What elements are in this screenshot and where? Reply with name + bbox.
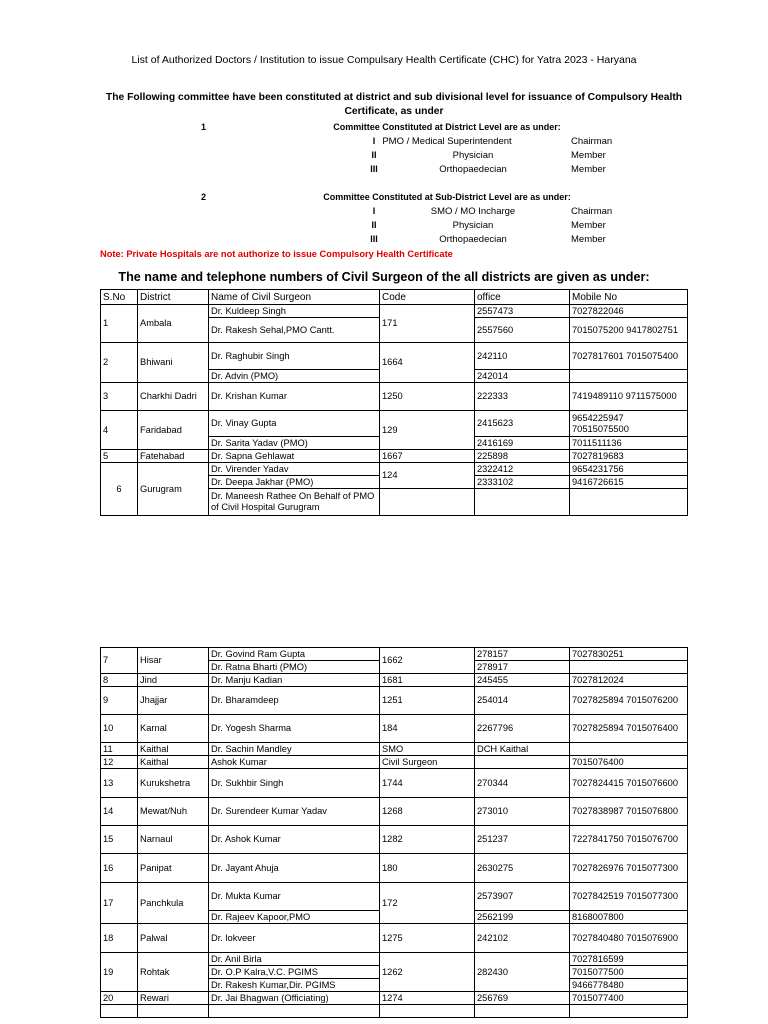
committee-heading: Committee Constituted at District Level are as under:	[333, 122, 561, 132]
code-cell: 124	[380, 463, 475, 489]
sno-cell: 19	[101, 953, 138, 992]
mobile-cell: 9654231756	[570, 463, 688, 476]
office-cell: 242102	[475, 924, 570, 953]
sno-cell: 11	[101, 743, 138, 756]
table-row	[101, 343, 688, 370]
district-cell: Panchkula	[138, 883, 209, 924]
mobile-cell: 7027840480 7015076900	[570, 924, 688, 953]
office-cell	[475, 756, 570, 769]
committee-member-roman: III	[370, 234, 378, 244]
table-row	[101, 798, 688, 826]
office-cell: 242110	[475, 343, 570, 370]
table-row	[101, 411, 688, 437]
sno-cell: 9	[101, 687, 138, 715]
code-cell: 184	[380, 715, 475, 743]
office-cell	[475, 489, 570, 516]
district-cell: Kaithal	[138, 743, 209, 756]
name-cell: Dr. Kuldeep Singh	[209, 305, 380, 318]
mobile-cell	[570, 1005, 688, 1018]
office-cell: 2562199	[475, 911, 570, 924]
mobile-cell	[570, 661, 688, 674]
name-cell: Dr. Rajeev Kapoor,PMO	[209, 911, 380, 924]
code-cell: 1250	[380, 383, 475, 411]
mobile-cell	[570, 370, 688, 383]
committee-member-roman: I	[372, 136, 376, 146]
committee-heading: Committee Constituted at Sub-District Level are as under:	[323, 192, 571, 202]
sno-cell: 17	[101, 883, 138, 924]
code-cell: 1744	[380, 769, 475, 798]
name-cell: Dr. Raghubir Singh	[209, 343, 380, 370]
mobile-cell: 7027830251	[570, 648, 688, 661]
committee-member-roman: II	[371, 150, 377, 160]
committee-member-role: Chairman	[571, 136, 613, 147]
table-row	[101, 674, 688, 687]
table-row	[101, 992, 688, 1005]
code-cell: 1667	[380, 450, 475, 463]
name-cell: Dr. O.P Kalra,V.C. PGIMS	[209, 966, 380, 979]
note-text: Note: Private Hospitals are not authorize to issue Compulsory Health Certificate	[100, 249, 453, 259]
intro-text: The Following committee have been constituted at district and sub divisional level for issuance of Compulsory Health Certificate, as under	[105, 92, 683, 117]
district-cell: Panipat	[138, 854, 209, 883]
column-header: Mobile No	[570, 290, 688, 305]
mobile-cell: 7027822046	[570, 305, 688, 318]
code-cell: 1282	[380, 826, 475, 854]
code-cell: SMO	[380, 743, 475, 756]
sno-cell: 15	[101, 826, 138, 854]
sno-cell: 8	[101, 674, 138, 687]
district-cell: Mewat/Nuh	[138, 798, 209, 826]
code-cell: 129	[380, 411, 475, 450]
mobile-cell: 7015077400	[570, 992, 688, 1005]
column-header: office	[475, 290, 570, 305]
district-cell: Jind	[138, 674, 209, 687]
code-cell: 1262	[380, 953, 475, 992]
office-cell	[475, 1005, 570, 1018]
district-cell: Karnal	[138, 715, 209, 743]
mobile-cell: 7015075200 9417802751	[570, 318, 688, 343]
district-cell: Rewari	[138, 992, 209, 1005]
mobile-cell: 7419489110 9711575000	[570, 383, 688, 411]
office-cell: 2322412	[475, 463, 570, 476]
district-cell: Palwal	[138, 924, 209, 953]
office-cell: 273010	[475, 798, 570, 826]
mobile-cell: 7027817601 7015075400	[570, 343, 688, 370]
table-row	[101, 648, 688, 661]
office-cell: 242014	[475, 370, 570, 383]
civil-surgeon-table-continued	[100, 647, 688, 1018]
committee-member-designation: PMO / Medical Superintendent	[382, 136, 512, 147]
committee-member-roman: II	[371, 220, 377, 230]
name-cell: Dr. Virender Yadav	[209, 463, 380, 476]
name-cell: Ashok Kumar	[209, 756, 380, 769]
office-cell: 245455	[475, 674, 570, 687]
name-cell: Dr. Deepa Jakhar (PMO)	[209, 476, 380, 489]
district-cell: Bhiwani	[138, 343, 209, 383]
district-cell: Gurugram	[138, 463, 209, 516]
code-cell: 1275	[380, 924, 475, 953]
name-cell: Dr. Maneesh Rathee On Behalf of PMO of Civil Hospital Gurugram	[209, 489, 380, 516]
table-row	[101, 450, 688, 463]
name-cell: Dr. Yogesh Sharma	[209, 715, 380, 743]
name-cell: Dr. Manju Kadian	[209, 674, 380, 687]
office-cell: 2557473	[475, 305, 570, 318]
table-row	[101, 743, 688, 756]
sno-cell	[101, 1005, 138, 1018]
district-cell: Hisar	[138, 648, 209, 674]
column-header: Code	[380, 290, 475, 305]
sno-cell: 1	[101, 305, 138, 343]
table-row	[101, 924, 688, 953]
table-row	[101, 769, 688, 798]
sno-cell: 4	[101, 411, 138, 450]
committee-number: 2	[201, 192, 207, 202]
office-cell: 2333102	[475, 476, 570, 489]
name-cell: Dr. lokveer	[209, 924, 380, 953]
mobile-cell: 7027826976 7015077300	[570, 854, 688, 883]
name-cell: Dr. Sarita Yadav (PMO)	[209, 437, 380, 450]
committee-member-roman: I	[372, 206, 376, 216]
table-row	[101, 463, 688, 476]
name-cell: Dr. Sapna Gehlawat	[209, 450, 380, 463]
office-cell: 278157	[475, 648, 570, 661]
code-cell: 1268	[380, 798, 475, 826]
civil-surgeon-table	[100, 289, 688, 516]
code-cell: 172	[380, 883, 475, 924]
office-cell: 2557560	[475, 318, 570, 343]
mobile-cell: 7015076400	[570, 756, 688, 769]
code-cell: 1662	[380, 648, 475, 674]
committee-member-role: Chairman	[571, 206, 613, 217]
mobile-cell: 7227841750 7015076700	[570, 826, 688, 854]
name-cell: Dr. Bharamdeep	[209, 687, 380, 715]
district-cell: Kurukshetra	[138, 769, 209, 798]
column-header: District	[138, 290, 209, 305]
table-row	[101, 883, 688, 911]
district-cell: Jhajjar	[138, 687, 209, 715]
table-row	[101, 687, 688, 715]
mobile-cell	[570, 489, 688, 516]
office-cell: 256769	[475, 992, 570, 1005]
district-cell: Rohtak	[138, 953, 209, 992]
office-cell: 2416169	[475, 437, 570, 450]
committee-member-roman: III	[370, 164, 378, 174]
office-cell: 278917	[475, 661, 570, 674]
committee-member-designation: Orthopaedecian	[439, 234, 507, 245]
table-header-row	[101, 290, 688, 305]
table-row	[101, 1005, 688, 1018]
code-cell	[380, 489, 475, 516]
code-cell	[380, 1005, 475, 1018]
code-cell: Civil Surgeon	[380, 756, 475, 769]
sno-cell: 13	[101, 769, 138, 798]
section-heading: The name and telephone numbers of Civil Surgeon of the all districts are given as under:	[118, 270, 650, 284]
mobile-cell: 7011511136	[570, 437, 688, 450]
mobile-cell: 7015077500	[570, 966, 688, 979]
office-cell: 282430	[475, 953, 570, 992]
table-row	[101, 854, 688, 883]
committee-number: 1	[201, 122, 207, 132]
sno-cell: 5	[101, 450, 138, 463]
name-cell: Dr. Jayant Ahuja	[209, 854, 380, 883]
sno-cell: 7	[101, 648, 138, 674]
mobile-cell: 7027825894 7015076200	[570, 687, 688, 715]
sno-cell: 18	[101, 924, 138, 953]
district-cell: Fatehabad	[138, 450, 209, 463]
district-cell: Charkhi Dadri	[138, 383, 209, 411]
committee-member-designation: Orthopaedecian	[439, 164, 507, 175]
code-cell: 180	[380, 854, 475, 883]
name-cell	[209, 1005, 380, 1018]
committee-member-designation: SMO / MO Incharge	[430, 206, 516, 217]
committee-member-role: Member	[571, 234, 606, 245]
office-cell: 251237	[475, 826, 570, 854]
office-cell: 2630275	[475, 854, 570, 883]
district-cell: Faridabad	[138, 411, 209, 450]
office-cell: 222333	[475, 383, 570, 411]
office-cell: 2573907	[475, 883, 570, 911]
code-cell: 1251	[380, 687, 475, 715]
mobile-cell: 8168007800	[570, 911, 688, 924]
name-cell: Dr. Vinay Gupta	[209, 411, 380, 437]
name-cell: Dr. Mukta Kumar	[209, 883, 380, 911]
office-cell: 2415623	[475, 411, 570, 437]
mobile-cell: 7027842519 7015077300	[570, 883, 688, 911]
column-header: S.No	[101, 290, 138, 305]
code-cell: 1664	[380, 343, 475, 383]
name-cell: Dr. Advin (PMO)	[209, 370, 380, 383]
mobile-cell: 7027824415 7015076600	[570, 769, 688, 798]
committee-member-role: Member	[571, 150, 606, 161]
name-cell: Dr. Govind Ram Gupta	[209, 648, 380, 661]
code-cell: 1681	[380, 674, 475, 687]
name-cell: Dr. Rakesh Kumar,Dir. PGIMS	[209, 979, 380, 992]
district-cell: Ambala	[138, 305, 209, 343]
sno-cell: 10	[101, 715, 138, 743]
name-cell: Dr. Rakesh Sehal,PMO Cantt.	[209, 318, 380, 343]
name-cell: Dr. Ratna Bharti (PMO)	[209, 661, 380, 674]
name-cell: Dr. Ashok Kumar	[209, 826, 380, 854]
name-cell: Dr. Anil Birla	[209, 953, 380, 966]
district-cell: Narnaul	[138, 826, 209, 854]
mobile-cell	[570, 411, 688, 437]
district-cell: Kaithal	[138, 756, 209, 769]
page-title: List of Authorized Doctors / Institution to issue Compulsary Health Certificate (CHC) for Yatra 2023 - Haryana	[131, 54, 637, 66]
name-cell: Dr. Krishan Kumar	[209, 383, 380, 411]
office-cell: 225898	[475, 450, 570, 463]
code-cell: 1274	[380, 992, 475, 1005]
sno-cell: 16	[101, 854, 138, 883]
office-cell: 254014	[475, 687, 570, 715]
table-row	[101, 305, 688, 318]
sno-cell: 12	[101, 756, 138, 769]
committee-member-role: Member	[571, 164, 606, 175]
mobile-number: 70515075500	[572, 423, 629, 434]
name-cell: Dr. Sachin Mandley	[209, 743, 380, 756]
district-cell	[138, 1005, 209, 1018]
sno-cell: 14	[101, 798, 138, 826]
mobile-cell: 9466778480	[570, 979, 688, 992]
name-cell: Dr. Surendeer Kumar Yadav	[209, 798, 380, 826]
table-row	[101, 756, 688, 769]
mobile-cell: 9416726615	[570, 476, 688, 489]
table-row	[101, 715, 688, 743]
office-cell: DCH Kaithal	[475, 743, 570, 756]
sno-cell: 6	[101, 463, 138, 516]
table-row	[101, 953, 688, 966]
mobile-cell: 7027819683	[570, 450, 688, 463]
mobile-cell: 7027816599	[570, 953, 688, 966]
office-cell: 2267796	[475, 715, 570, 743]
table-row	[101, 383, 688, 411]
committee-member-role: Member	[571, 220, 606, 231]
office-cell: 270344	[475, 769, 570, 798]
sno-cell: 20	[101, 992, 138, 1005]
mobile-number: 9654225947	[572, 412, 624, 423]
name-cell: Dr. Sukhbir Singh	[209, 769, 380, 798]
mobile-cell: 7027838987 7015076800	[570, 798, 688, 826]
mobile-cell: 7027825894 7015076400	[570, 715, 688, 743]
table-row	[101, 826, 688, 854]
code-cell: 171	[380, 305, 475, 343]
name-cell: Dr. Jai Bhagwan (Officiating)	[209, 992, 380, 1005]
committee-member-designation: Physician	[452, 220, 494, 231]
mobile-cell: 7027812024	[570, 674, 688, 687]
sno-cell: 3	[101, 383, 138, 411]
sno-cell: 2	[101, 343, 138, 383]
mobile-cell	[570, 743, 688, 756]
committee-member-designation: Physician	[452, 150, 494, 161]
column-header: Name of Civil Surgeon	[209, 290, 380, 305]
